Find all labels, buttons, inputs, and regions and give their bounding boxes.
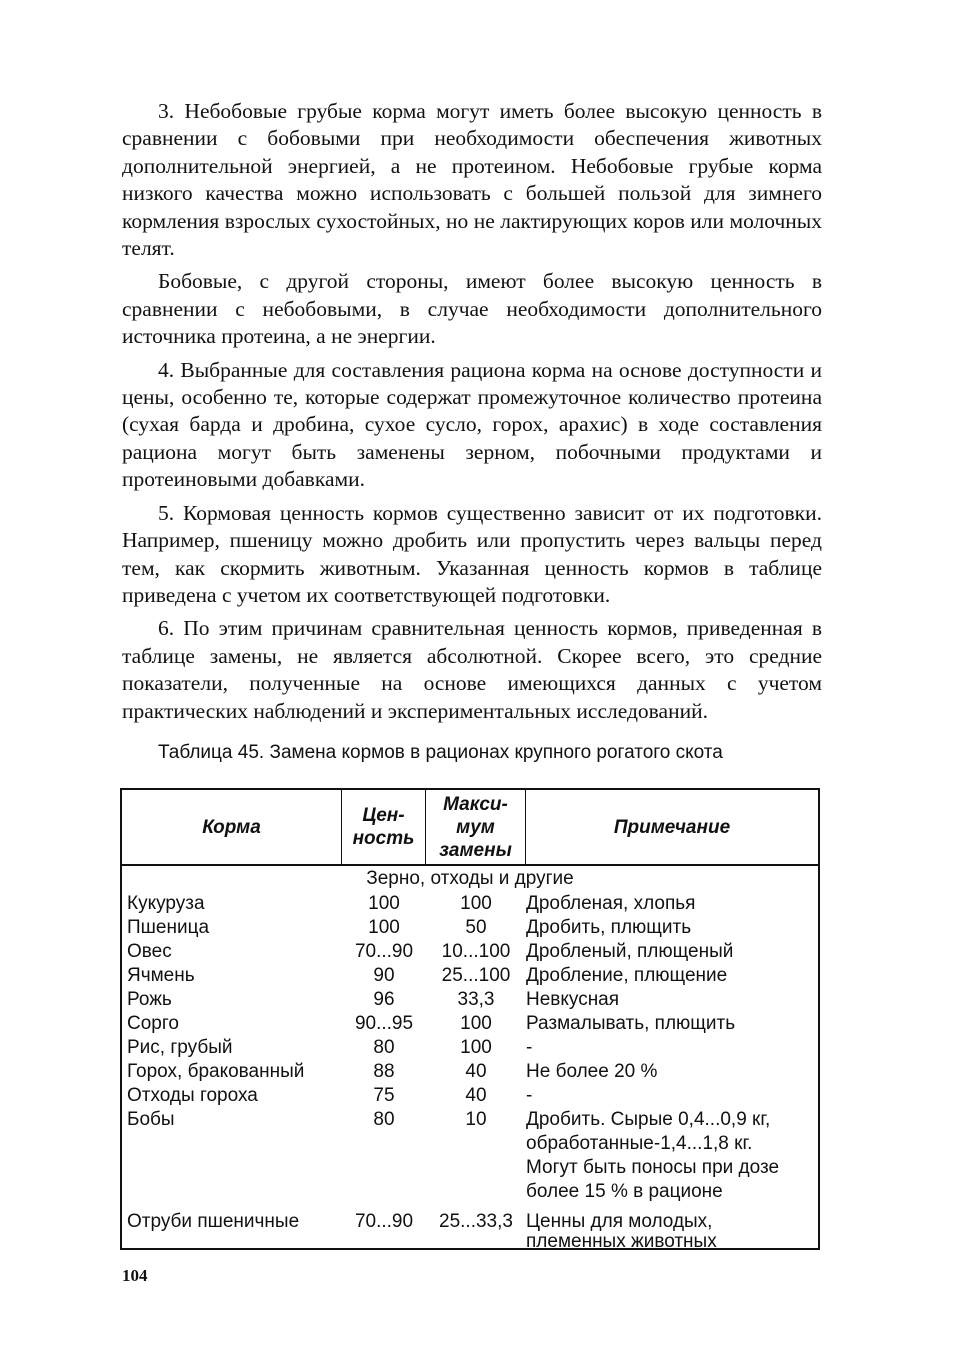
header-max [426,790,526,864]
table-row [122,1210,818,1234]
feed-replacement-table [120,788,820,1250]
header-value-line2: ность [352,828,415,849]
cell-value: 90...95 [354,1013,414,1034]
paragraph-3: 3. Небобовые грубые корма могут иметь более высокую ценность в сравнении с бобовыми при необходимости обеспечения животных дополнительной энергией, а не протеином. Небобовые грубые корма низкого качества можно использовать с большей пользой для зимнего кормления взрослых сухостойных, но не лактирующих коров или молочных телят. [122,99,822,261]
table-row [122,1084,818,1108]
cell-feed: Сорго [127,1013,179,1034]
header-max-line1: Макси- [443,793,508,815]
cell-feed: Отруби пшеничные [127,1211,300,1232]
cell-max: 40 [465,1085,487,1106]
cell-note: Дробить, плющить [526,917,692,938]
table-row [122,964,818,988]
header-max-line2: мум [456,816,495,838]
cell-max: 25...100 [441,965,511,986]
cell-note-continuation: обработанные-1,4...1,8 кг. [526,1133,753,1154]
table-row [122,1012,818,1036]
cell-feed: Рожь [127,989,172,1010]
paragraph-6: 6. По этим причинам сравнительная ценность кормов, приведенная в таблице замены, не является абсолютной. Скорее всего, это средние показатели, полученные на основе имеющихся данных с учетом практических наблюдений и экспериментальных исследований. [122,616,822,723]
table-row-continuation [122,1232,818,1250]
header-note-label: Примечание [613,816,731,838]
cell-value: 80 [373,1109,395,1130]
table-row [122,892,818,916]
cell-value: 70...90 [354,941,414,962]
cell-max: 100 [460,1037,492,1058]
cell-note: Размалывать, плющить [526,1013,736,1034]
table-row [122,988,818,1012]
cell-max: 33,3 [457,989,495,1010]
header-feed [122,790,342,864]
cell-note: Дробление, плющение [526,965,728,986]
cell-max: 25...33,3 [439,1211,513,1232]
header-feed-label: Корма [202,816,261,838]
cell-value: 70...90 [354,1211,414,1232]
cell-note-continuation: племенных животных [526,1232,717,1250]
group-label: Зерно, отходы и другие [366,868,574,889]
cell-note: Дробленый, плющеный [526,941,734,962]
cell-note-continuation: Могут быть поносы при дозе [526,1157,780,1178]
cell-feed: Бобы [127,1109,175,1130]
paragraph-5: 5. Кормовая ценность кормов существенно зависит от их подготовки. Например, пшеницу можно дробить или пропустить через вальцы перед тем, как скормить животным. Указанная ценность кормов в таблице приведена с учетом их соответствующей подготовки. [122,500,822,607]
cell-feed: Ячмень [127,965,195,986]
table-row [122,1036,818,1060]
cell-value: 100 [368,893,400,914]
cell-max: 50 [465,917,487,938]
cell-note: Дробленая, хлопья [526,893,696,914]
cell-feed: Овес [127,941,172,962]
cell-value: 88 [373,1061,395,1082]
cell-feed: Отходы гороха [127,1085,258,1106]
cell-feed: Горох, бракованный [127,1061,305,1082]
page-number: 104 [122,1266,148,1285]
cell-max: 10...100 [441,941,511,962]
paragraph-legumes: Бобовые, с другой стороны, имеют более высокую ценность в сравнении с небобовыми, в случае необходимости дополнительного источника протеина, а не энергии. [122,269,822,349]
cell-max: 100 [460,893,492,914]
table-row-continuation [122,1156,818,1180]
table-row [122,916,818,940]
paragraph-4: 4. Выбранные для составления рациона корма на основе доступности и цены, особенно те, которые содержат промежуточное количество протеина (сухая барда и дробина, сухое сусло, горох, арахис) в ходе составления рациона могут быть заменены зерном, побочными продуктами и протеиновыми добавками. [122,357,822,492]
cell-note: Не более 20 % [526,1061,658,1082]
cell-feed: Пшеница [127,917,210,938]
cell-value: 100 [368,917,400,938]
table-row-continuation [122,1132,818,1156]
cell-value: 90 [373,965,395,986]
cell-note-continuation: более 15 % в рационе [526,1181,723,1202]
header-max-line3: замены [439,839,512,861]
table-caption: Таблица 45. Замена кормов в рационах крупного рогатого скота [158,742,723,763]
table-row [122,1108,818,1132]
cell-feed: Рис, грубый [127,1037,233,1058]
table-row-continuation [122,1180,818,1204]
table-row [122,1060,818,1084]
cell-max: 40 [465,1061,487,1082]
cell-note: Ценны для молодых, [526,1211,713,1232]
cell-feed: Кукуруза [127,893,205,914]
cell-note: Невкусная [526,989,620,1010]
cell-max: 100 [460,1013,492,1034]
body-text [122,98,822,731]
cell-value: 75 [373,1085,395,1106]
table-header [122,790,818,866]
header-note [526,790,818,864]
header-value-line1: Цен- [362,805,405,826]
cell-value: 80 [373,1037,395,1058]
table-row [122,940,818,964]
cell-max: 10 [465,1109,487,1130]
cell-value: 96 [373,989,395,1010]
cell-note: - [526,1037,533,1058]
cell-note: Дробить. Сырые 0,4...0,9 кг, [526,1109,771,1130]
header-value [342,790,426,864]
cell-note: - [526,1085,533,1106]
